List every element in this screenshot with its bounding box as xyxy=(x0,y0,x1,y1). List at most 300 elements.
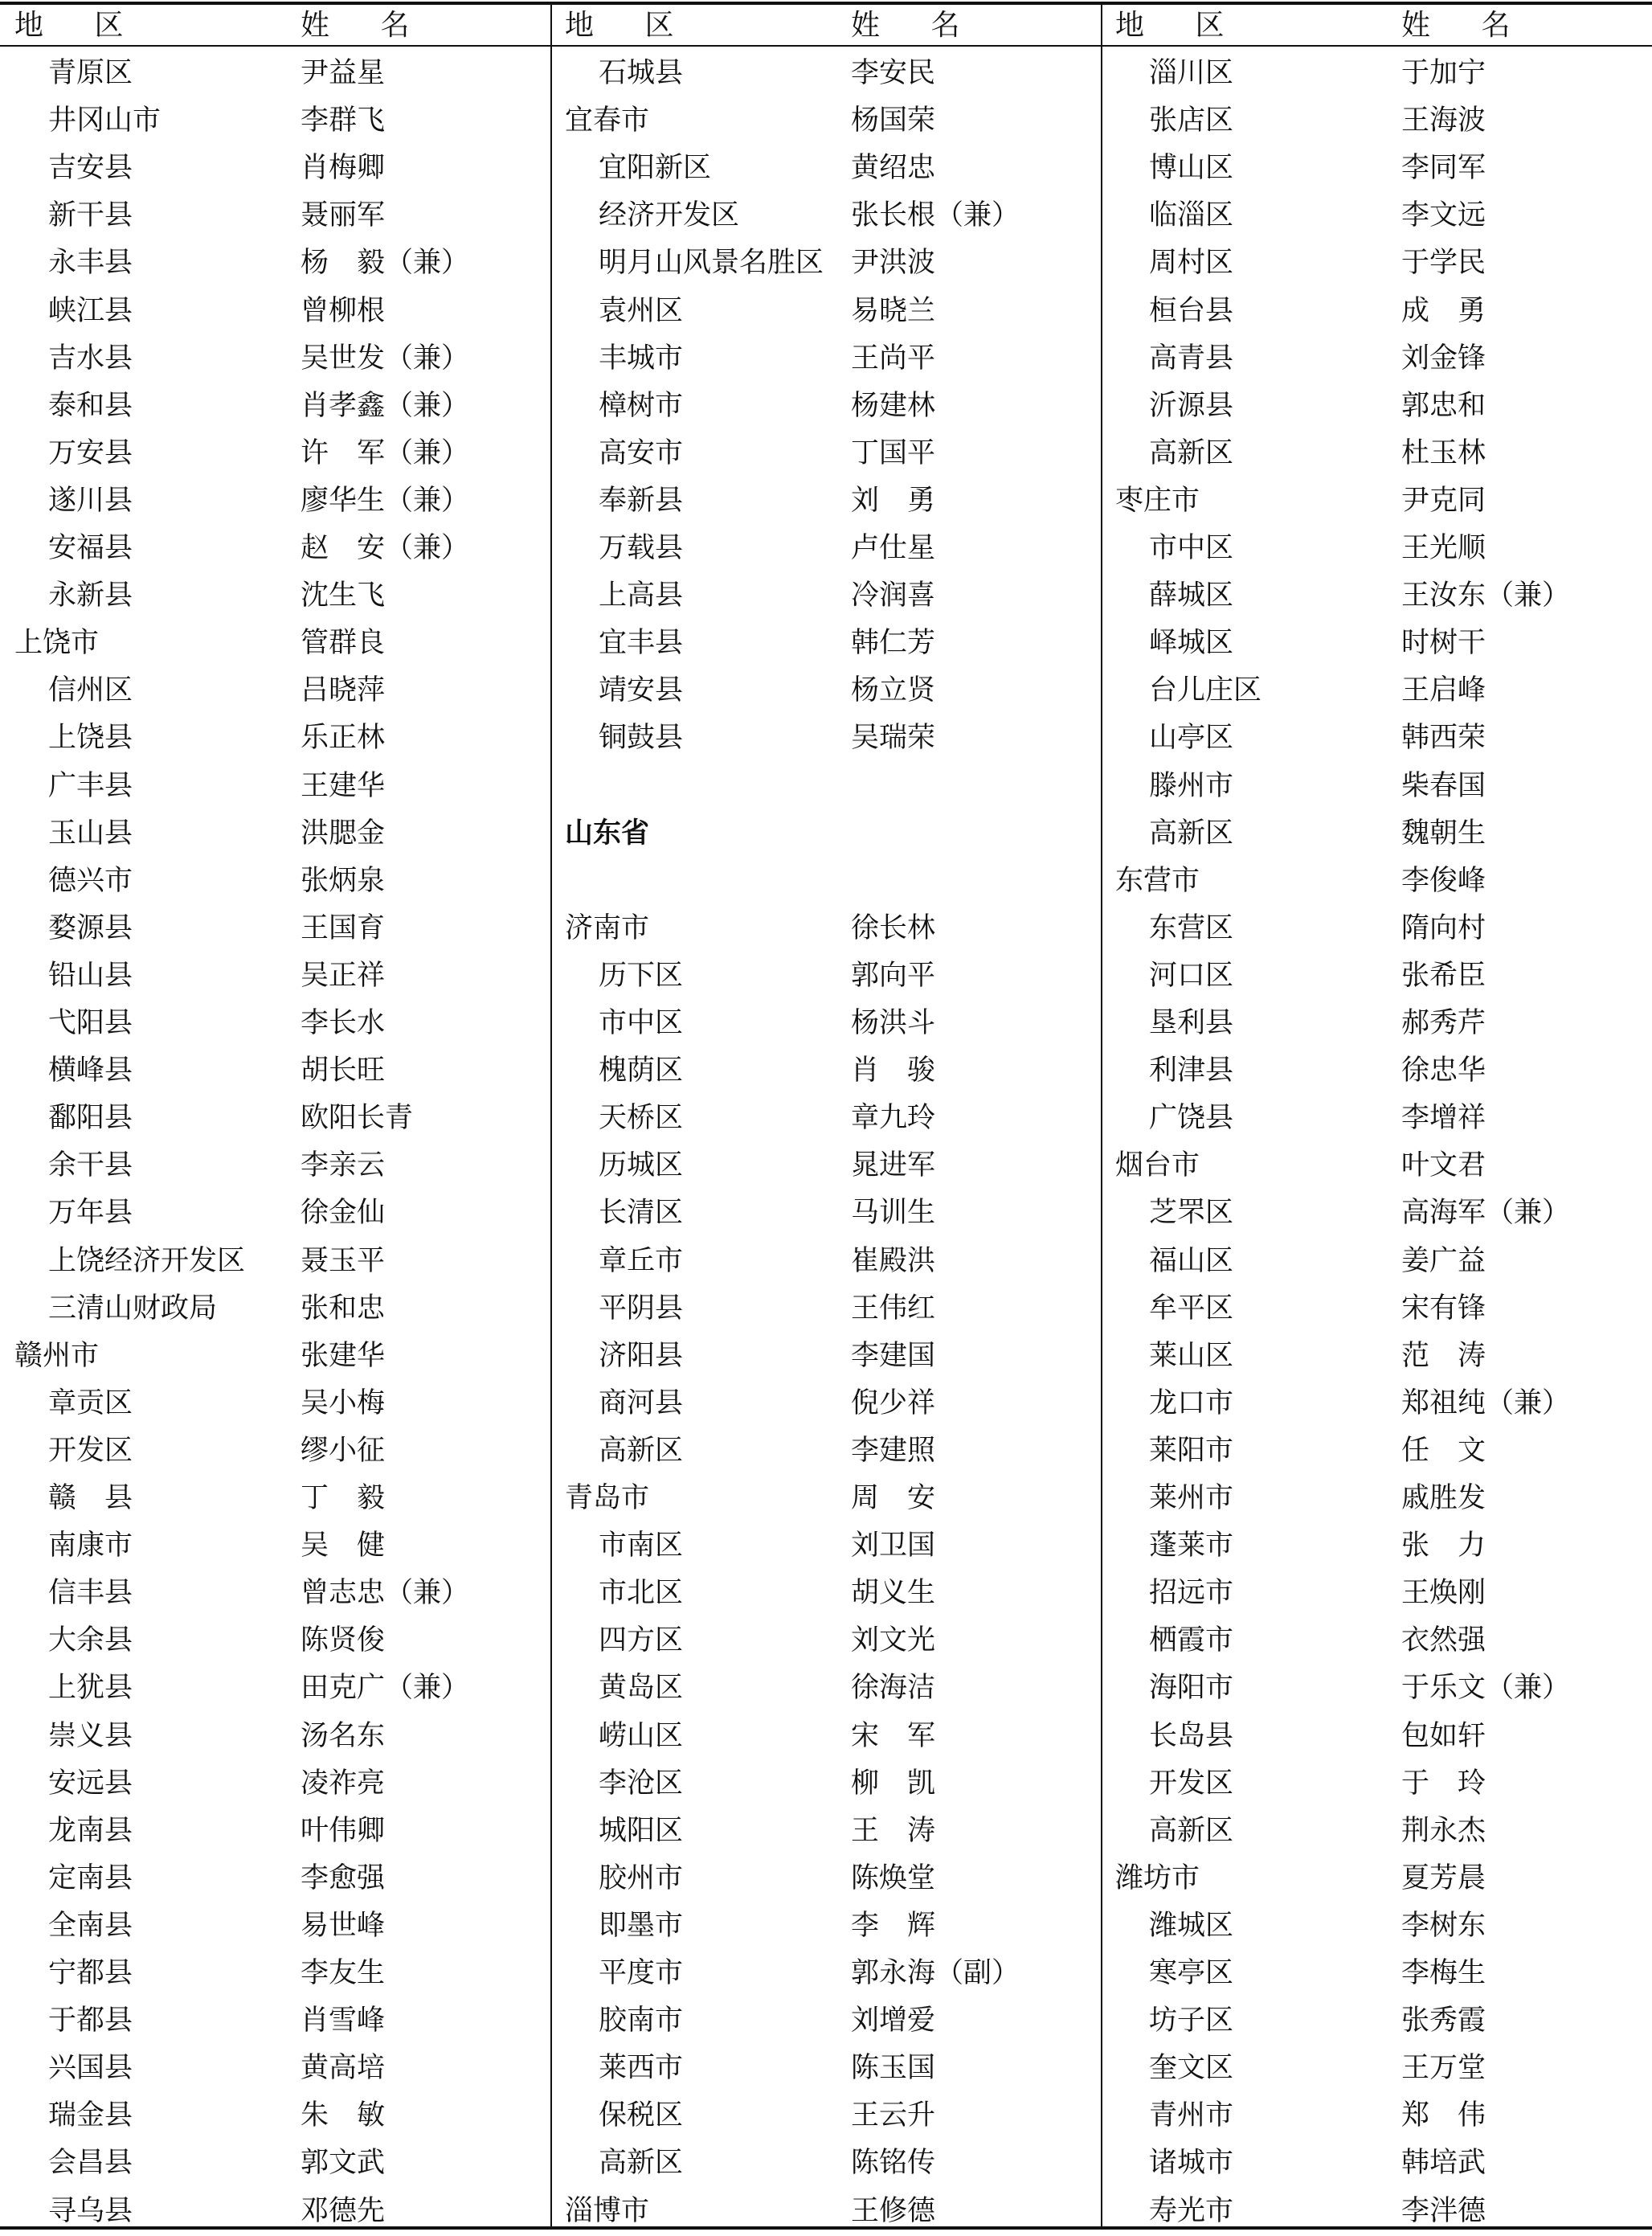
table-row xyxy=(565,240,1114,287)
region-cell: 井冈山市 xyxy=(48,104,162,137)
table-row xyxy=(565,905,1114,952)
region-cell: 遂川县 xyxy=(48,484,133,517)
table-row xyxy=(1115,97,1652,145)
region-cell: 历城区 xyxy=(599,1149,684,1182)
name-cell: 朱 敏 xyxy=(301,2099,386,2132)
region-cell: 槐荫区 xyxy=(599,1055,684,1087)
table-row xyxy=(1115,1713,1652,1760)
table-row xyxy=(14,715,564,762)
name-cell: 张长根（兼） xyxy=(851,199,1020,232)
name-cell: 郭忠和 xyxy=(1401,389,1486,422)
name-cell: 黄高培 xyxy=(301,2052,386,2085)
table-row xyxy=(14,620,564,667)
region-cell: 安福县 xyxy=(48,532,133,564)
table-row xyxy=(14,2140,564,2187)
table-row xyxy=(1115,477,1652,525)
name-cell: 于 玲 xyxy=(1401,1767,1486,1800)
table-row xyxy=(14,430,564,477)
table-row xyxy=(565,2140,1114,2187)
region-cell: 天桥区 xyxy=(599,1102,684,1135)
name-cell: 杨 毅（兼） xyxy=(301,247,470,280)
table-row xyxy=(565,50,1114,97)
name-cell: 陈焕堂 xyxy=(851,1861,936,1894)
region-cell: 桓台县 xyxy=(1149,294,1234,327)
table-row xyxy=(565,667,1114,715)
table-row xyxy=(1115,2092,1652,2140)
region-cell: 寒亭区 xyxy=(1149,1957,1234,1989)
region-cell: 大余县 xyxy=(48,1624,133,1657)
table-row xyxy=(565,430,1114,477)
region-cell: 市中区 xyxy=(599,1007,684,1039)
region-cell: 烟台市 xyxy=(1115,1149,1200,1182)
name-cell: 聂玉平 xyxy=(301,1244,386,1277)
name-cell: 吴 健 xyxy=(301,1530,386,1562)
table-row xyxy=(1115,2188,1652,2235)
table-row xyxy=(565,1808,1114,1855)
region-cell: 峄城区 xyxy=(1149,627,1234,660)
name-cell: 赵 安（兼） xyxy=(301,532,470,564)
region-cell: 信丰县 xyxy=(48,1577,133,1610)
table-column-2 xyxy=(565,0,1114,2236)
table-row xyxy=(565,288,1114,335)
name-cell: 丁国平 xyxy=(851,436,936,469)
region-cell: 高新区 xyxy=(1149,1814,1234,1847)
name-cell: 李愈强 xyxy=(301,1861,386,1894)
name-cell: 夏芳晨 xyxy=(1401,1861,1486,1894)
region-cell: 河口区 xyxy=(1149,959,1234,992)
name-cell: 衣然强 xyxy=(1401,1624,1486,1657)
region-cell: 黄岛区 xyxy=(599,1672,684,1705)
name-cell: 杜玉林 xyxy=(1401,436,1486,469)
region-cell: 横峰县 xyxy=(48,1055,133,1087)
name-cell: 倪少祥 xyxy=(851,1386,936,1419)
table-row xyxy=(14,1380,564,1427)
table-row xyxy=(1115,145,1652,192)
region-cell: 丰城市 xyxy=(599,342,684,375)
table-row xyxy=(1115,1285,1652,1333)
region-cell: 四方区 xyxy=(599,1624,684,1657)
name-cell: 聂丽军 xyxy=(301,199,386,232)
region-cell: 高新区 xyxy=(1149,436,1234,469)
name-cell: 高海军（兼） xyxy=(1401,1197,1571,1230)
header-region: 地 区 xyxy=(565,9,695,42)
name-cell: 李梅生 xyxy=(1401,1957,1486,1989)
table-row xyxy=(565,1333,1114,1380)
name-cell: 曾志忠（兼） xyxy=(301,1577,470,1610)
region-cell: 赣州市 xyxy=(14,1339,100,1372)
table-row xyxy=(14,572,564,620)
name-cell: 沈生飞 xyxy=(301,579,386,612)
table-row xyxy=(1115,1902,1652,1950)
name-cell: 周 安 xyxy=(851,1482,936,1514)
table-row xyxy=(14,50,564,97)
region-cell: 宜丰县 xyxy=(599,627,684,660)
region-cell: 奎文区 xyxy=(1149,2052,1234,2085)
name-cell: 李树东 xyxy=(1401,1909,1486,1942)
name-cell: 叶伟卿 xyxy=(301,1814,386,1847)
region-cell: 新干县 xyxy=(48,199,133,232)
table-row xyxy=(14,1333,564,1380)
table-row xyxy=(1115,1427,1652,1475)
table-row xyxy=(565,810,1114,858)
name-cell: 汤名东 xyxy=(301,1719,386,1752)
region-cell: 东营市 xyxy=(1115,864,1200,897)
table-row xyxy=(565,1997,1114,2045)
name-cell: 任 文 xyxy=(1401,1434,1486,1467)
name-cell: 李亲云 xyxy=(301,1149,386,1182)
table-row xyxy=(565,1570,1114,1617)
name-cell: 李建照 xyxy=(851,1434,936,1467)
table-row xyxy=(14,1285,564,1333)
region-cell: 李沧区 xyxy=(599,1767,684,1800)
region-cell: 广丰县 xyxy=(48,769,133,802)
name-cell: 宋 军 xyxy=(851,1719,936,1752)
table-row xyxy=(14,810,564,858)
table-row xyxy=(565,477,1114,525)
name-cell: 王修德 xyxy=(851,2194,936,2227)
table-row xyxy=(14,1902,564,1950)
name-cell: 李群飞 xyxy=(301,104,386,137)
table-row xyxy=(1115,1760,1652,1808)
table-row xyxy=(1115,810,1652,858)
table-row xyxy=(1115,50,1652,97)
name-cell: 姜广益 xyxy=(1401,1244,1486,1277)
region-cell: 高青县 xyxy=(1149,342,1234,375)
region-cell: 永新县 xyxy=(48,579,133,612)
region-cell: 保税区 xyxy=(599,2099,684,2132)
table-row xyxy=(565,1285,1114,1333)
region-cell: 莱西市 xyxy=(599,2052,684,2085)
table-row xyxy=(14,383,564,430)
table-row xyxy=(1115,620,1652,667)
name-cell: 王 涛 xyxy=(851,1814,936,1847)
region-cell: 博山区 xyxy=(1149,152,1234,185)
region-cell: 弋阳县 xyxy=(48,1007,133,1039)
name-cell: 邓德先 xyxy=(301,2194,386,2227)
name-cell: 田克广（兼） xyxy=(301,1672,470,1705)
region-cell: 招远市 xyxy=(1149,1577,1234,1610)
region-cell: 莱阳市 xyxy=(1149,1434,1234,1467)
region-cell: 山亭区 xyxy=(1149,722,1234,755)
name-cell: 杨国荣 xyxy=(851,104,936,137)
table-row xyxy=(1115,1997,1652,2045)
name-cell: 肖梅卿 xyxy=(301,152,386,185)
region-cell: 青岛市 xyxy=(565,1482,650,1514)
name-cell: 肖雪峰 xyxy=(301,2005,386,2037)
table-row xyxy=(1115,383,1652,430)
region-cell: 崂山区 xyxy=(599,1719,684,1752)
table-row xyxy=(1115,240,1652,287)
name-cell: 张炳泉 xyxy=(301,864,386,897)
region-cell: 宁都县 xyxy=(48,1957,133,1989)
region-cell: 万年县 xyxy=(48,1197,133,1230)
name-cell: 李泮德 xyxy=(1401,2194,1486,2227)
table-row xyxy=(1115,1617,1652,1665)
table-row xyxy=(1115,858,1652,905)
table-row xyxy=(1115,192,1652,240)
table-row xyxy=(1115,1142,1652,1190)
region-cell: 瑞金县 xyxy=(48,2099,133,2132)
name-cell: 尹克同 xyxy=(1401,484,1486,517)
name-cell: 韩仁芳 xyxy=(851,627,936,660)
region-cell: 开发区 xyxy=(1149,1767,1234,1800)
region-cell: 即墨市 xyxy=(599,1909,684,1942)
region-cell: 沂源县 xyxy=(1149,389,1234,422)
name-cell: 张和忠 xyxy=(301,1292,386,1325)
table-row xyxy=(565,1902,1114,1950)
name-cell: 徐长林 xyxy=(851,911,936,944)
region-cell: 临淄区 xyxy=(1149,199,1234,232)
name-cell: 范 涛 xyxy=(1401,1339,1486,1372)
region-cell: 广饶县 xyxy=(1149,1102,1234,1135)
region-cell: 高新区 xyxy=(599,1434,684,1467)
region-cell: 海阳市 xyxy=(1149,1672,1234,1705)
name-cell: 吴世发（兼） xyxy=(301,342,470,375)
name-cell: 胡义生 xyxy=(851,1577,936,1610)
name-cell: 李友生 xyxy=(301,1957,386,1989)
name-cell: 李文远 xyxy=(1401,199,1486,232)
region-cell: 薛城区 xyxy=(1149,579,1234,612)
name-cell: 易晓兰 xyxy=(851,294,936,327)
table-row xyxy=(1115,1950,1652,1997)
name-cell: 柳 凯 xyxy=(851,1767,936,1800)
table-row xyxy=(14,1190,564,1237)
table-row xyxy=(565,1380,1114,1427)
table-row xyxy=(14,1760,564,1808)
table-row xyxy=(1115,763,1652,810)
table-row xyxy=(14,667,564,715)
region-cell: 胶南市 xyxy=(599,2005,684,2037)
table-row xyxy=(565,2045,1114,2092)
table-row xyxy=(14,1617,564,1665)
name-cell: 郭向平 xyxy=(851,959,936,992)
name-cell: 郭文武 xyxy=(301,2147,386,2180)
region-cell: 市中区 xyxy=(1149,532,1234,564)
region-cell: 市南区 xyxy=(599,1530,684,1562)
name-cell: 吴瑞荣 xyxy=(851,722,936,755)
table-row xyxy=(1115,1047,1652,1095)
name-cell: 王焕刚 xyxy=(1401,1577,1486,1610)
table-row xyxy=(565,763,1114,810)
table-row xyxy=(565,715,1114,762)
name-cell: 黄绍忠 xyxy=(851,152,936,185)
name-cell: 王尚平 xyxy=(851,342,936,375)
region-cell: 靖安县 xyxy=(599,674,684,707)
table-row xyxy=(14,1570,564,1617)
name-cell: 吴正祥 xyxy=(301,959,386,992)
table-row xyxy=(565,192,1114,240)
table-row xyxy=(565,97,1114,145)
table-row xyxy=(14,2092,564,2140)
region-cell: 宜春市 xyxy=(565,104,650,137)
region-cell: 会昌县 xyxy=(48,2147,133,2180)
header-name: 姓 名 xyxy=(851,9,981,42)
table-row xyxy=(1115,1855,1652,1902)
column-header xyxy=(1115,6,1652,45)
table-row xyxy=(1115,905,1652,952)
name-cell: 李增祥 xyxy=(1401,1102,1486,1135)
table-row xyxy=(565,1475,1114,1522)
table-row xyxy=(565,2188,1114,2235)
name-cell: 隋向村 xyxy=(1401,911,1486,944)
region-cell: 淄川区 xyxy=(1149,57,1234,89)
table-row xyxy=(14,1238,564,1285)
name-cell: 崔殿洪 xyxy=(851,1244,936,1277)
region-cell: 高新区 xyxy=(599,2147,684,2180)
region-cell: 胶州市 xyxy=(599,1861,684,1894)
table-row xyxy=(14,858,564,905)
name-cell: 张 力 xyxy=(1401,1530,1486,1562)
region-cell: 平度市 xyxy=(599,1957,684,1989)
table-row xyxy=(14,1713,564,1760)
region-cell: 永丰县 xyxy=(48,247,133,280)
table-row xyxy=(14,2045,564,2092)
region-cell: 东营区 xyxy=(1149,911,1234,944)
region-cell: 坊子区 xyxy=(1149,2005,1234,2037)
region-cell: 吉安县 xyxy=(48,152,133,185)
table-row xyxy=(565,1522,1114,1570)
table-row xyxy=(14,1950,564,1997)
table-row xyxy=(14,240,564,287)
region-cell: 市北区 xyxy=(599,1577,684,1610)
name-cell: 冷润喜 xyxy=(851,579,936,612)
region-cell: 平阴县 xyxy=(599,1292,684,1325)
table-row xyxy=(565,1238,1114,1285)
region-cell: 经济开发区 xyxy=(599,199,740,232)
name-cell: 杨洪斗 xyxy=(851,1007,936,1039)
table-column-1 xyxy=(14,0,564,2236)
table-row xyxy=(1115,2140,1652,2187)
region-cell: 台儿庄区 xyxy=(1149,674,1262,707)
table-row xyxy=(14,952,564,1000)
region-cell: 商河县 xyxy=(599,1386,684,1419)
name-cell: 曾柳根 xyxy=(301,294,386,327)
table-row xyxy=(14,1475,564,1522)
name-cell: 王万堂 xyxy=(1401,2052,1486,2085)
header-name: 姓 名 xyxy=(301,9,431,42)
name-cell: 李长水 xyxy=(301,1007,386,1039)
table-row xyxy=(14,2188,564,2235)
table-column-3 xyxy=(1115,0,1652,2236)
name-cell: 王海波 xyxy=(1401,104,1486,137)
name-cell: 尹洪波 xyxy=(851,247,936,280)
region-cell: 上饶县 xyxy=(48,722,133,755)
region-cell: 宜阳新区 xyxy=(599,152,712,185)
name-cell: 徐金仙 xyxy=(301,1197,386,1230)
table-row xyxy=(565,1760,1114,1808)
table-row xyxy=(1115,1095,1652,1142)
name-cell: 李 辉 xyxy=(851,1909,936,1942)
name-cell: 凌祚亮 xyxy=(301,1767,386,1800)
table-row xyxy=(1115,525,1652,572)
table-row xyxy=(565,1665,1114,1712)
region-cell: 长清区 xyxy=(599,1197,684,1230)
name-cell: 郭永海（副） xyxy=(851,1957,1020,1989)
name-cell: 缪小征 xyxy=(301,1434,386,1467)
region-cell: 垦利县 xyxy=(1149,1007,1234,1039)
name-cell: 胡长旺 xyxy=(301,1055,386,1087)
region-cell: 历下区 xyxy=(599,959,684,992)
name-cell: 杨立贤 xyxy=(851,674,936,707)
header-region: 地 区 xyxy=(1115,9,1245,42)
region-cell: 牟平区 xyxy=(1149,1292,1234,1325)
name-cell: 陈铭传 xyxy=(851,2147,936,2180)
table-row xyxy=(565,1047,1114,1095)
region-cell: 定南县 xyxy=(48,1861,133,1894)
region-cell: 青原区 xyxy=(48,57,133,89)
region-cell: 铅山县 xyxy=(48,959,133,992)
table-row xyxy=(565,620,1114,667)
name-cell: 张建华 xyxy=(301,1339,386,1372)
region-cell: 吉水县 xyxy=(48,342,133,375)
region-cell: 峡江县 xyxy=(48,294,133,327)
table-row xyxy=(14,97,564,145)
region-cell: 济阳县 xyxy=(599,1339,684,1372)
table-row xyxy=(14,1522,564,1570)
table-row xyxy=(565,2092,1114,2140)
table-row xyxy=(565,335,1114,383)
name-cell: 王国育 xyxy=(301,911,386,944)
region-cell: 上犹县 xyxy=(48,1672,133,1705)
region-cell: 潍城区 xyxy=(1149,1909,1234,1942)
table-row xyxy=(1115,1333,1652,1380)
table-row xyxy=(1115,1000,1652,1047)
table-row xyxy=(565,1713,1114,1760)
region-cell: 周村区 xyxy=(1149,247,1234,280)
name-cell: 陈贤俊 xyxy=(301,1624,386,1657)
region-cell: 龙南县 xyxy=(48,1814,133,1847)
name-cell: 韩培武 xyxy=(1401,2147,1486,2180)
region-cell: 余干县 xyxy=(48,1149,133,1182)
name-cell: 刘金锋 xyxy=(1401,342,1486,375)
table-row xyxy=(14,763,564,810)
name-cell: 王云升 xyxy=(851,2099,936,2132)
table-row xyxy=(565,525,1114,572)
table-row xyxy=(565,1427,1114,1475)
table-row xyxy=(14,905,564,952)
table-row xyxy=(14,1000,564,1047)
table-row xyxy=(1115,1665,1652,1712)
region-cell: 栖霞市 xyxy=(1149,1624,1234,1657)
table-row xyxy=(565,1950,1114,1997)
region-cell: 龙口市 xyxy=(1149,1386,1234,1419)
name-cell: 肖孝鑫（兼） xyxy=(301,389,470,422)
region-cell: 淄博市 xyxy=(565,2194,650,2227)
region-cell: 兴国县 xyxy=(48,2052,133,2085)
name-cell: 荆永杰 xyxy=(1401,1814,1486,1847)
table-row xyxy=(14,145,564,192)
region-cell: 上饶市 xyxy=(14,627,100,660)
name-cell: 刘卫国 xyxy=(851,1530,936,1562)
table-row xyxy=(1115,2045,1652,2092)
table-row xyxy=(565,1617,1114,1665)
province-heading: 山东省 xyxy=(565,817,650,850)
name-cell: 王汝东（兼） xyxy=(1401,579,1571,612)
table-row xyxy=(14,477,564,525)
header-region: 地 区 xyxy=(14,9,145,42)
region-cell: 高新区 xyxy=(1149,817,1234,850)
table-row xyxy=(1115,1190,1652,1237)
table-row xyxy=(565,1190,1114,1237)
name-cell: 时树干 xyxy=(1401,627,1486,660)
name-cell: 魏朝生 xyxy=(1401,817,1486,850)
region-cell: 南康市 xyxy=(48,1530,133,1562)
table-row xyxy=(565,952,1114,1000)
region-cell: 三清山财政局 xyxy=(48,1292,218,1325)
name-cell: 于乐文（兼） xyxy=(1401,1672,1571,1705)
name-cell: 杨建林 xyxy=(851,389,936,422)
name-cell: 易世峰 xyxy=(301,1909,386,1942)
